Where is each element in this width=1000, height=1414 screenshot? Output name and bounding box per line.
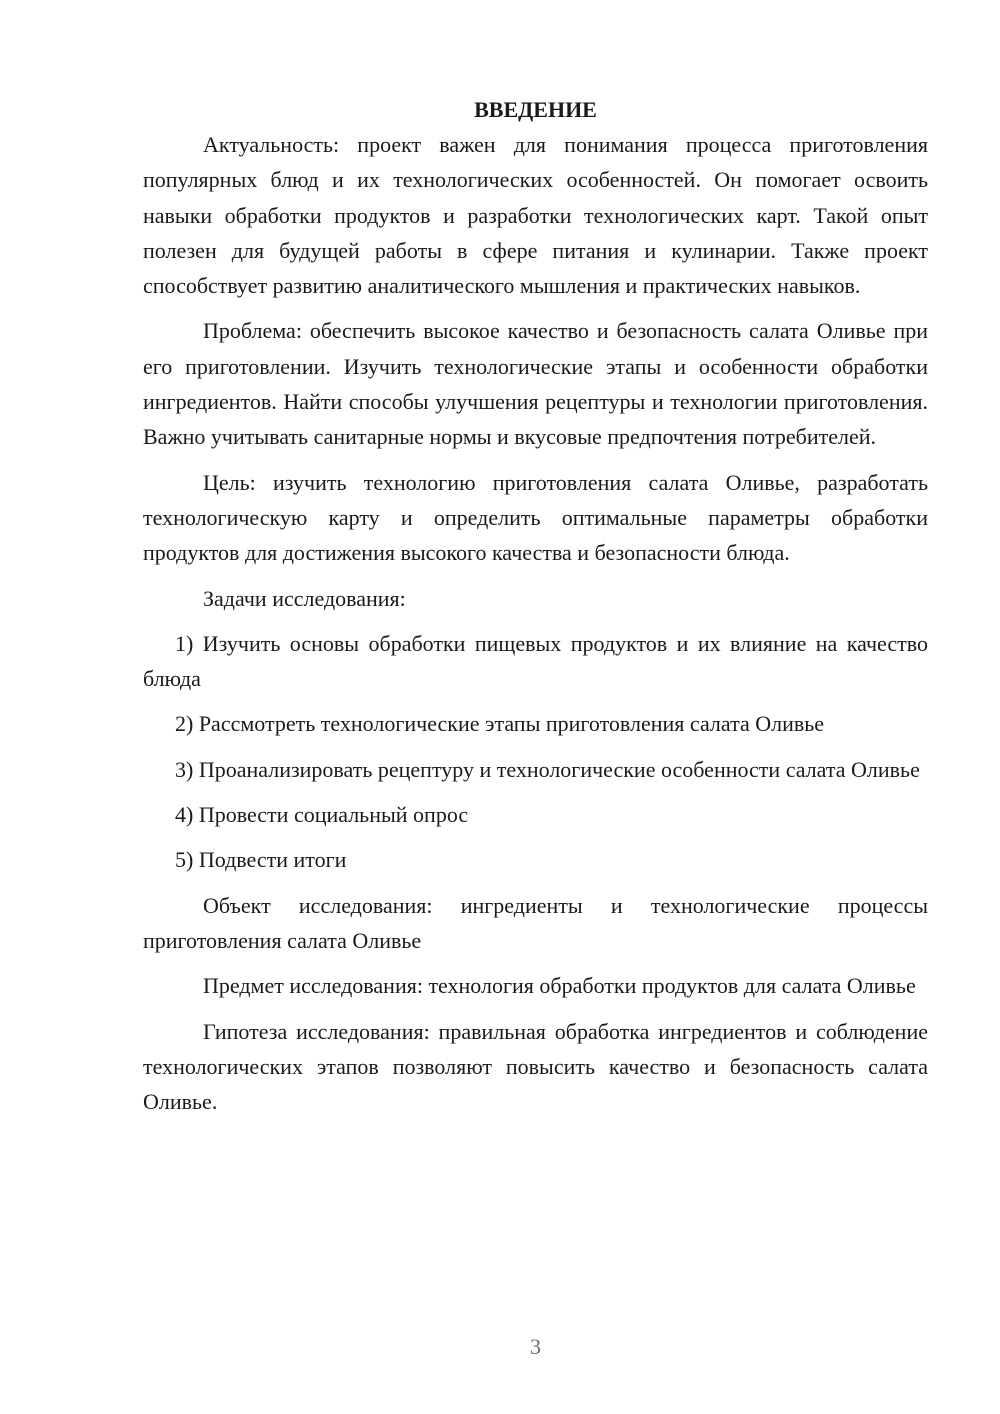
- page-title: ВВЕДЕНИЕ: [474, 97, 597, 122]
- task-item-5: 5) Подвести итоги: [175, 847, 347, 873]
- page-number: 3: [530, 1334, 541, 1359]
- paragraph-problem: Проблема: обеспечить высокое качество и безопасность салата Оливье при его приготовлении. Изучить технологические этапы и особенности обработки ингредиентов. Найти способы улучшения рецептуры и технологии приготовления. Важно учитывать санитарные нормы и вкусовые предпочтения потребителей.: [143, 318, 928, 450]
- paragraph-hypothesis: Гипотеза исследования: правильная обработка ингредиентов и соблюдение технологических этапов позволяют повысить качество и безопасность салата Оливье.: [143, 1018, 928, 1115]
- document-page: [143, 92, 928, 1129]
- task-item-1: 1) Изучить основы обработки пищевых продуктов и их влияние на качество блюда: [143, 630, 928, 692]
- paragraph-object: Объект исследования: ингредиенты и технологические процессы приготовления салата Оливье: [143, 892, 928, 953]
- task-item-3: 3) Проанализировать рецептуру и технологические особенности салата Оливье: [175, 756, 920, 782]
- task-item-4: 4) Провести социальный опрос: [175, 802, 469, 828]
- paragraph-relevance: Актуальность: проект важен для понимания процесса приготовления популярных блюд и их технологических особенностей. Он помогает освоить навыки обработки продуктов и разработки технологических карт. Такой опыт полезен для будущей работы в сфере питания и кулинарии. Также проект способствует развитию аналитического мышления и практических навыков.: [143, 132, 928, 299]
- task-item-2: 2) Рассмотреть технологические этапы приготовления салата Оливье: [175, 711, 825, 737]
- paragraph-goal: Цель: изучить технологию приготовления салата Оливье, разработать технологическую карту и определить оптимальные параметры обработки продуктов для достижения высокого качества и безопасности блюда.: [143, 469, 928, 566]
- tasks-heading: Задачи исследования:: [203, 585, 406, 611]
- paragraph-subject: Предмет исследования: технология обработки продуктов для салата Оливье: [203, 973, 916, 999]
